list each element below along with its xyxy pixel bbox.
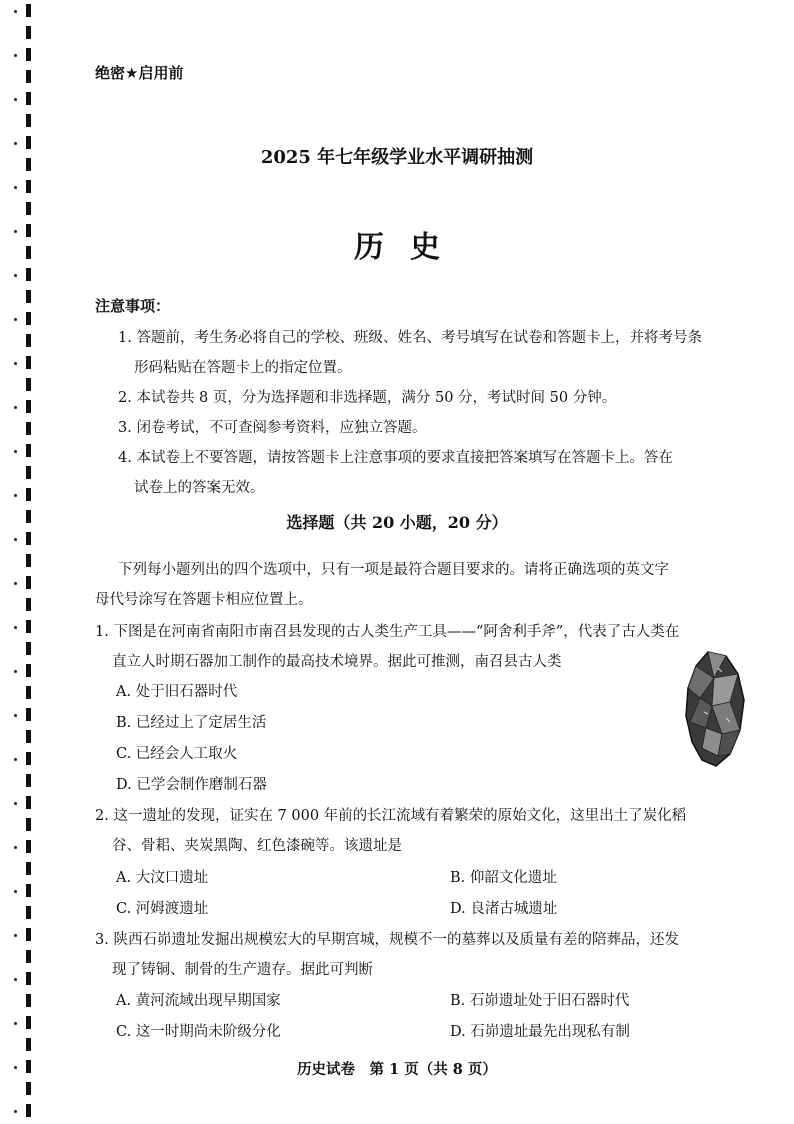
option-c: C. 河姆渡遗址 — [116, 901, 209, 917]
question-stem: 谷、骨耜、夹炭黑陶、红色漆碗等。该遗址是 — [112, 838, 402, 854]
section-instruction: 母代号涂写在答题卡相应位置上。 — [95, 592, 313, 608]
option-a: A. 处于旧石器时代 — [116, 684, 238, 700]
option-d: D. 良渚古城遗址 — [450, 901, 558, 917]
section-instruction: 下列每小题列出的四个选项中，只有一项是最符合题目要求的。请将正确选项的英文字 — [118, 562, 669, 578]
exam-title: 2025 年七年级学业水平调研抽测 — [260, 147, 534, 168]
notice-heading: 注意事项： — [95, 297, 171, 315]
question-stem: 3. 陕西石峁遗址发掘出规模宏大的早期宫城，规模不一的墓葬以及质量有差的陪葬品，还发 — [95, 932, 679, 948]
option-b: B. 石峁遗址处于旧石器时代 — [450, 993, 630, 1009]
notice-item: 1. 答题前，考生务必将自己的学校、班级、姓名、考号填写在试卷和答题卡上，并将考号条 — [118, 330, 702, 346]
option-c: C. 这一时期尚未阶级分化 — [116, 1024, 281, 1040]
question-stem: 2. 这一遗址的发现，证实在 7 000 年前的长江流域有着繁荣的原始文化，这里出土了炭化稻 — [95, 808, 687, 824]
option-b: B. 已经过上了定居生活 — [116, 715, 267, 731]
notice-item: 3. 闭卷考试，不可查阅参考资料，应独立答题。 — [118, 420, 427, 436]
confidential-label: 绝密★启用前 — [95, 64, 184, 82]
option-d: D. 已学会制作磨制石器 — [116, 777, 267, 793]
section-title: 选择题（共 20 小题，20 分） — [286, 513, 508, 532]
subject-title: 历史 — [354, 230, 466, 265]
option-a: A. 大汶口遗址 — [116, 870, 209, 886]
question-stem: 现了铸铜、制骨的生产遗存。据此可判断 — [112, 962, 373, 978]
page-footer: 历史试卷 第 1 页（共 8 页） — [297, 1061, 497, 1078]
hand-axe-image — [678, 648, 750, 770]
notice-item: 形码粘贴在答题卡上的指定位置。 — [134, 360, 352, 376]
question-stem: 1. 下图是在河南省南阳市南召县发现的古人类生产工具——“阿舍利手斧”，代表了古人类在 — [95, 624, 680, 640]
option-c: C. 已经会人工取火 — [116, 746, 238, 762]
option-b: B. 仰韶文化遗址 — [450, 870, 557, 886]
option-d: D. 石峁遗址最先出现私有制 — [450, 1024, 630, 1040]
question-stem: 直立人时期石器加工制作的最高技术境界。据此可推测，南召县古人类 — [112, 654, 562, 670]
notice-item: 4. 本试卷上不要答题，请按答题卡上注意事项的要求直接把答案填写在答题卡上。答在 — [118, 450, 673, 466]
notice-item: 2. 本试卷共 8 页，分为选择题和非选择题，满分 50 分，考试时间 50 分钟。 — [118, 390, 617, 406]
notice-item: 试卷上的答案无效。 — [134, 480, 265, 496]
option-a: A. 黄河流域出现早期国家 — [116, 993, 281, 1009]
